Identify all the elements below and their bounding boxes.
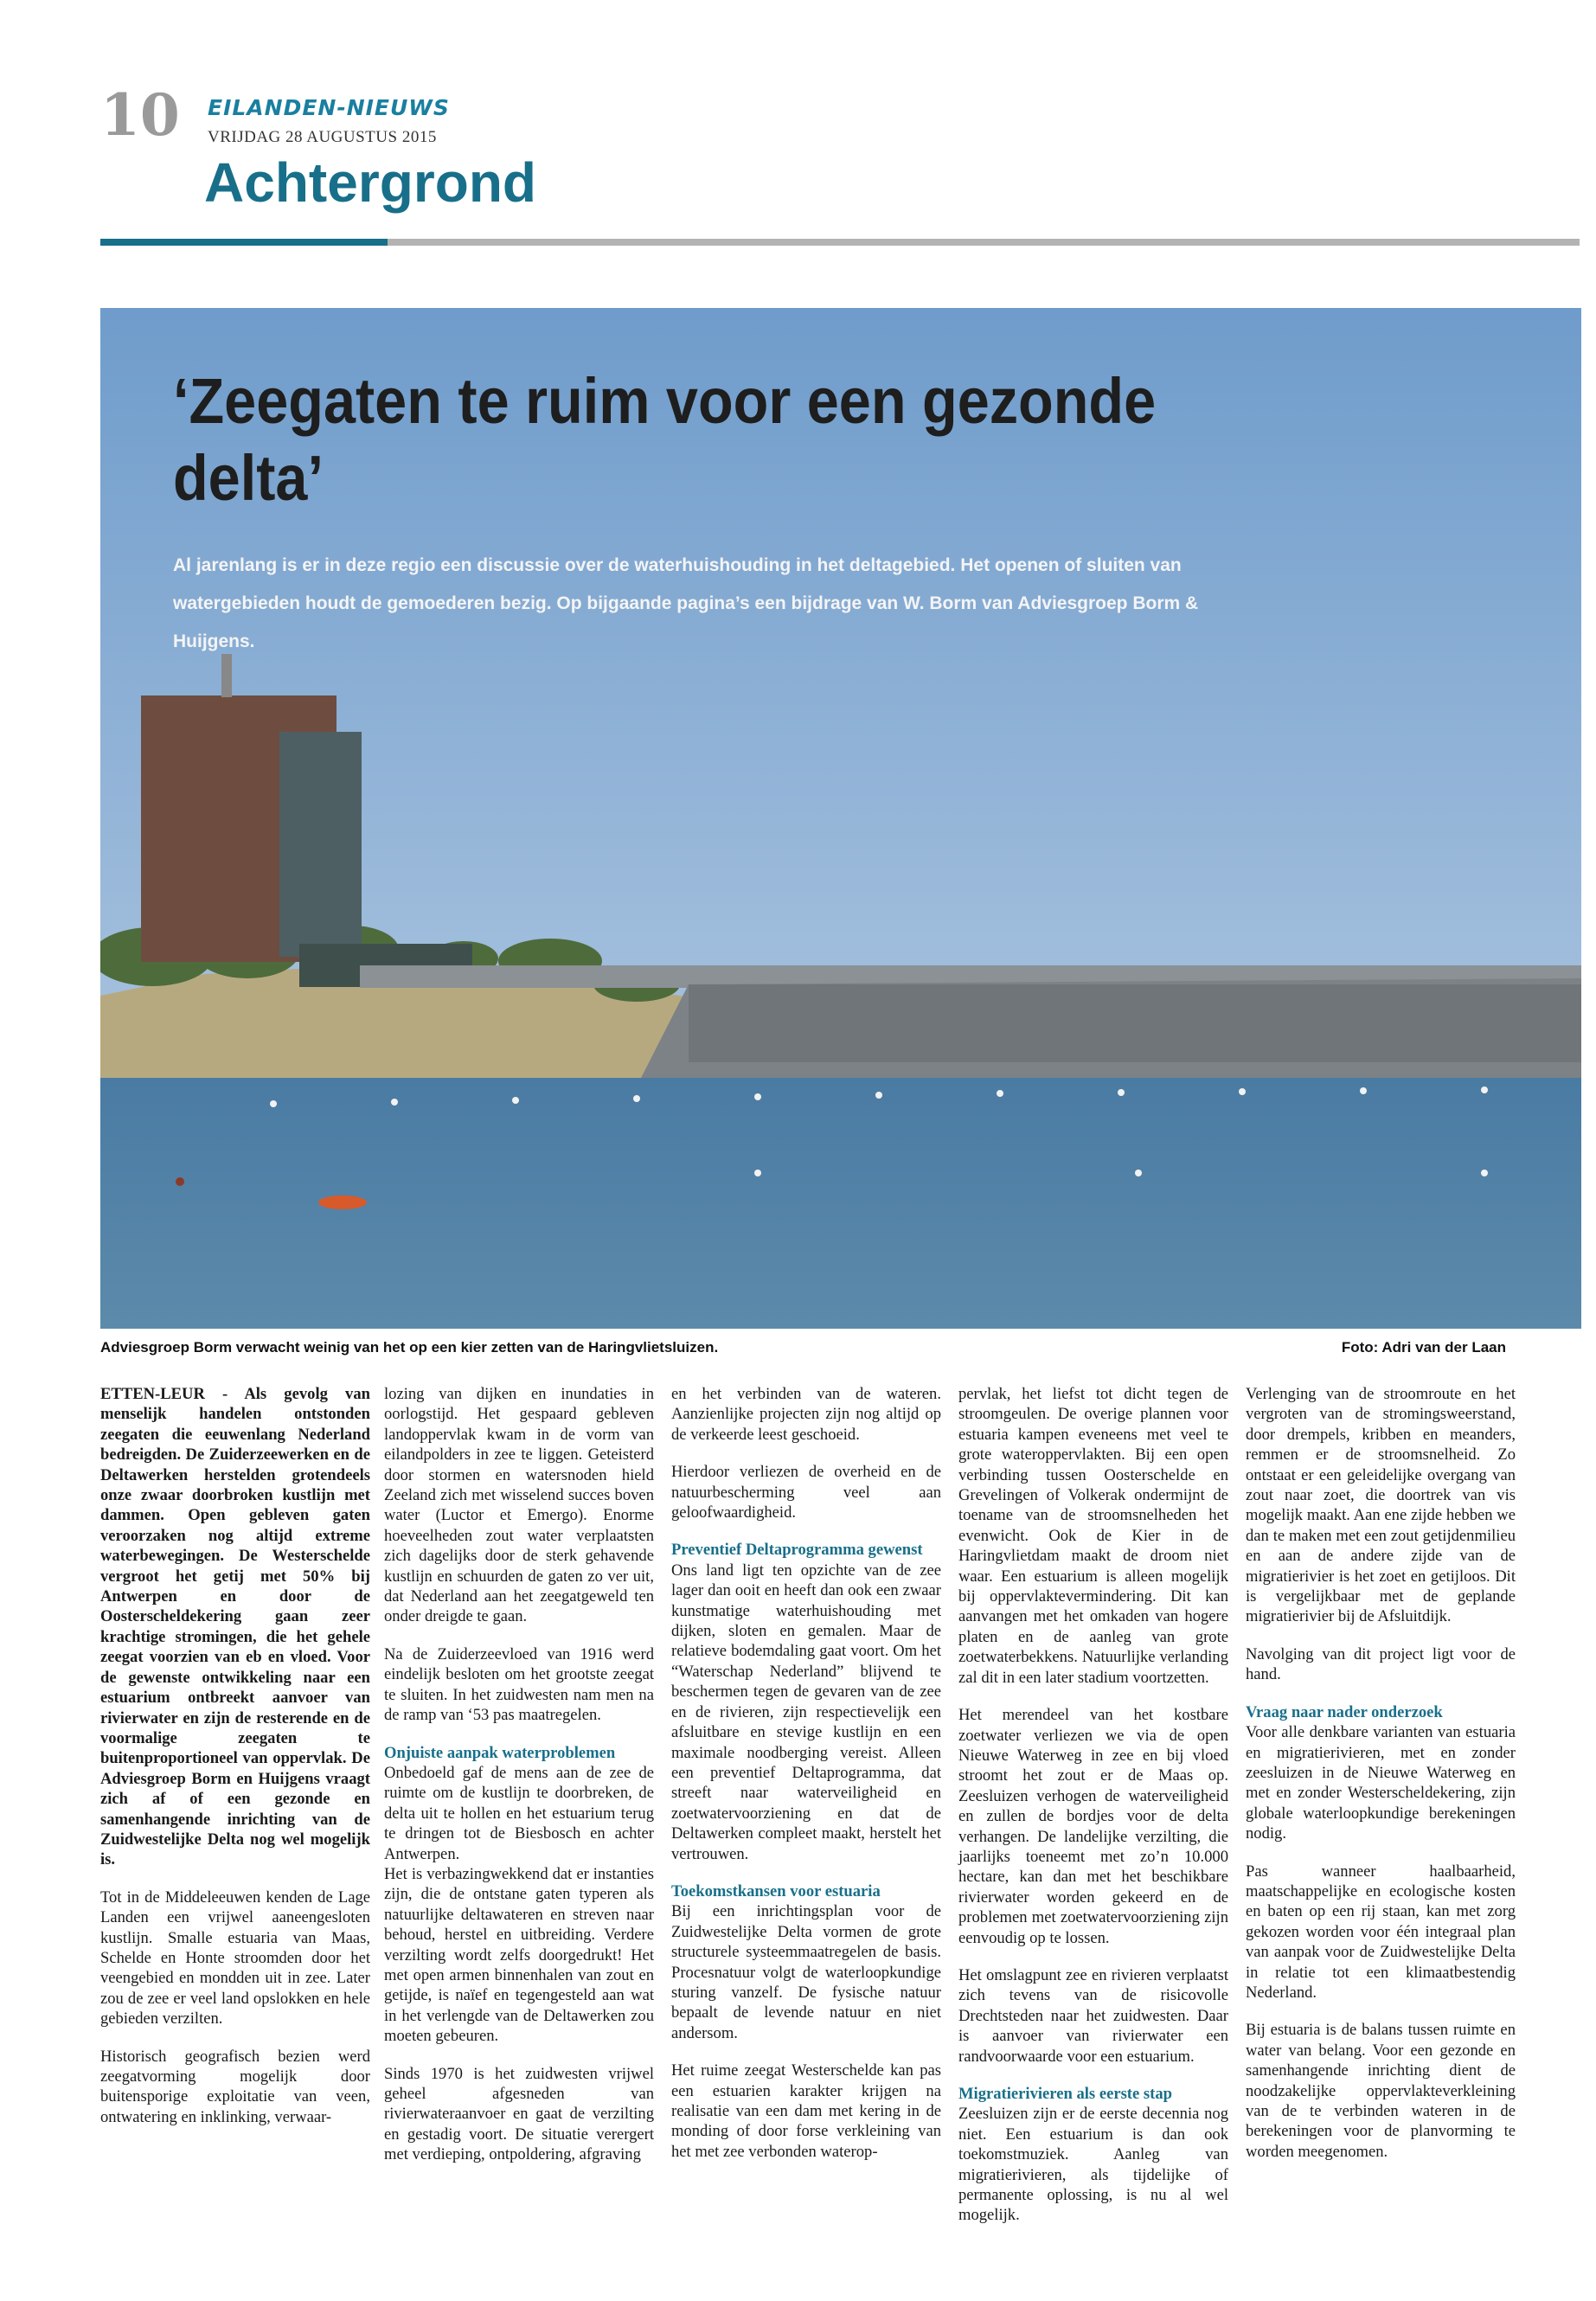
article-column-1 [100, 1384, 370, 2144]
article-headline: ‘Zeegaten te ruim voor een gezonde delta’ [173, 365, 1157, 514]
article-intro: Al jarenlang is er in deze regio een discussie over de waterhuishouding in het deltagebied. Het openen of sluiten van watergebieden houdt de gemoederen bezig. Op bijgaande pagina’s een bijdrage van W. Borm van Adviesgroep Borm & Huijgens. [173, 555, 1199, 651]
paragraph: Zeesluizen zijn er de eerste decennia nog niet. Een estuarium is dan ook toekomstmuziek. Aanleg van migratierivieren, als tijdelijke of permanente oplossing, is nu al wel mogelijk. [958, 2105, 1228, 2225]
article-column-5 [1246, 1384, 1516, 2179]
paragraph: Navolging van dit project ligt voor de hand. [1246, 1644, 1516, 1684]
paragraph: Het omslagpunt zee en rivieren verplaatst zich tevens van de risicovolle Drechtsteden naar het zuidwesten. Daar is aanvoer van rivierwater een randvoorwaarde voor een estuarium. [958, 1965, 1228, 2066]
paragraph: Na de Zuiderzeevloed van 1916 werd eindelijk besloten om het grootste zeegat te sluiten. In het zuidwesten nam men na de ramp van ‘53 pas maatregelen. [384, 1644, 654, 1725]
subheading: Vraag naar nader onderzoek [1246, 1702, 1443, 1721]
dinghy [318, 1195, 367, 1209]
article-lead: ETTEN-LEUR - Als gevolg van menselijk handelen ontstonden zeegaten die eeuwenlang Nederland bedreigden. De Zuiderzeewerken en de Deltawerken herstelden grotendeels onze zwaar doorbroken kustlijn met dammen. Open gebleven gaten veroorzaken nog altijd extreme waterbewegingen. De Westerschelde vergroot het getij met 50% bij Antwerpen en door de Oosterscheldekering gaan zeer krachtige stromingen, die het gehele zeegat voorzien van eb en vloed. Voor de gewenste ontwikkeling naar een estuarium ontbreekt aanvoer van rivierwater en zijn de resterende en de voormalige zeegaten te buitenproportioneel van oppervlak. De Adviesgroep Borm en Huijgens vraagt zich af of een gezonde en samenhangende inrichting van de Zuidwestelijke Delta nog wel mogelijk is. [100, 1385, 370, 1869]
paragraph: Ons land ligt ten opzichte van de zee lager dan ooit en heeft dan ook een zwaar kunstmatige waterhuishouding met dijken, sloten en gemalen. Maar de relatieve bodemdaling gaat voort. Om het “Waterschap Nederland” blijvend te beschermen tegen de gevaren van de zee en de rivieren, zijn respectievelijk een afsluitbare en stevige kustlijn en een maximale noodberging vereist. Alleen een preventief Deltaprogramma, dat streeft naar waterveiligheid en zoetwatervoorziening en dat de Deltawerken compleet maakt, herstelt het vertrouwen. [671, 1561, 941, 1863]
paragraph: Onbedoeld gaf de mens aan de zee de ruimte om de kustlijn te doorbreken, de delta uit te hollen en het estuarium terug te dringen tot de Biesbosch en achter Antwerpen. [384, 1763, 654, 1863]
photo-credit: Foto: Adri van der Laan [1341, 1339, 1506, 1356]
paragraph: Hierdoor verliezen de overheid en de natuurbescherming veel aan geloofwaardigheid. [671, 1463, 941, 1522]
newspaper-logo: EILANDEN-NIEUWS [208, 95, 450, 120]
paragraph: en het verbinden van de wateren. Aanzienlijke projecten zijn nog altijd op de verkeerde leest geschoeid. [671, 1385, 941, 1444]
header-rule-accent [100, 239, 388, 246]
subheading: Onjuiste aanpak waterproblemen [384, 1743, 616, 1762]
paragraph: Tot in de Middeleeuwen kenden de Lage Landen een vrijwel aaneengesloten kustlijn. Smalle estuaria van Maas, Schelde en Honte stroomden door het veengebied en mondden uit in zee. Later zou de zee er veel land opslokken en hele gebieden verzilten. [100, 1888, 370, 2029]
article-column-3 [671, 1384, 941, 2179]
article-column-4 [958, 1384, 1228, 2243]
article-column-2 [384, 1384, 654, 2182]
paragraph: Historisch geografisch bezien werd zeegatvorming mogelijk door buitensporige exploitatie van veen, ontwatering en inklinking, verwaar- [100, 2047, 370, 2126]
paragraph: Het is verbazingwekkend dat er instanties zijn, die de ontstane gaten typeren als natuurlijke deltawateren en streven naar behoud, herstel en uitbreiding. Verdere verzilting wordt zelfs doorgedrukt! Het met open armen binnenhalen van zout en getijde, is naïef en tegengesteld aan wat in het verlengde van de Deltawerken zou moeten gebeuren. [384, 1864, 654, 2046]
paragraph: Het ruime zeegat Westerschelde kan pas een estuarien karakter krijgen na realisatie van een dam met kering in de monding of door forse verkleining van het met zee verbonden waterop- [671, 2061, 941, 2161]
page-number: 10 [100, 81, 180, 149]
paragraph: lozing van dijken en inundaties in oorlogstijd. Het gespaard gebleven landoppervlak kwam in de vorm van eilandpolders in zee te liggen. Geteisterd door stormen en watersnoden hield Zeeland zich met wisselend succes boven water (Luctor et Emergo). Enorme hoeveelheden zout water verplaatsten zich dagelijks door de sterk gehavende kustlijn en schuurden de gaten zo ver uit, dat Nederland aan het zeegatgeweld ten onder dreigde te gaan. [384, 1385, 654, 1626]
paragraph: pervlak, het liefst tot dicht tegen de stroomgeulen. De overige plannen voor estuaria kampen eveneens met veel te grote wateroppervlakten. Bij een open verbinding tussen Oosterschelde en Grevelingen of Volkerak ondermijnt de toename van de stroomsnelheden het evenwicht. Ook de Kier in de Haringvlietdam maakt de droom niet waar. Een estuarium is alleen mogelijk bij oppervlaktevermindering. Dit kan aanvangen met het omkaden van hogere platen en de aanleg van grote zoetwaterbekkens. Natuurlijke verlanding zal dit in een later stadium voortzetten. [958, 1385, 1228, 1687]
subheading: Migratierivieren als eerste stap [958, 2085, 1172, 2103]
issue-date: VRIJDAG 28 AUGUSTUS 2015 [208, 128, 437, 146]
paragraph: Verlenging van de stroomroute en het vergroten van de stromingsweerstand, door drempels, kribben en meanders, remmen er de stroomsnelheid. Zo ontstaat er een geleidelijke overgang van zout naar zoet, die doortrek van vis mogelijk maakt. Aan ene zijde hebben we dan te maken met een zout getijdenmilieu en aan de andere zijde van de migratierivier is het zoet en getijloos. Dit is vergelijkbaar met de geplande migratierivier bij de Afsluitdijk. [1246, 1385, 1516, 1626]
paragraph: Bij een inrichtingsplan voor de Zuidwestelijke Delta vormen de grote structurele systeemmaatregelen de basis. Procesnatuur volgt de waterloopkundige sturing vanzelf. De fysische natuur bepaalt de levende natuur en niet andersom. [671, 1902, 941, 2042]
swimmer [176, 1177, 184, 1186]
photo-caption: Adviesgroep Borm verwacht weinig van het op een kier zetten van de Haringvlietsluizen. [100, 1339, 719, 1356]
paragraph: Sinds 1970 is het zuidwesten vrijwel geheel afgesneden van rivierwateraanvoer en gaat de verzilting en gestadig voort. De situatie verergert met verdieping, ontpoldering, afgraving [384, 2064, 654, 2164]
paragraph: Voor alle denkbare varianten van estuaria en migratierivieren, met en zonder zeesluizen in de Nieuwe Waterweg en met en zonder Westerscheldekering, zijn globale waterloopkundige berekeningen nodig. [1246, 1723, 1516, 1843]
paragraph: Bij estuaria is de balans tussen ruimte en water van belang. Voor een gezonde en samenhangende inrichting dient de noodzakelijke oppervlakteverkleining van de te verbinden wateren in de berekeningen voor de planvorming te worden meegenomen. [1246, 2021, 1516, 2161]
section-title: Achtergrond [204, 151, 536, 214]
subheading: Toekomstkansen voor estuaria [671, 1881, 881, 1900]
paragraph: Pas wanneer haalbaarheid, maatschappelijke en ecologische kosten en baten op een rij staan, kan met zorg gekozen worden voor één integraal plan van aanpak voor de Zuidwestelijke Delta in relatie tot een klimaatbestendig Nederland. [1246, 1862, 1516, 2002]
subheading: Preventief Deltaprogramma gewenst [671, 1541, 923, 1560]
paragraph: Het merendeel van het kostbare zoetwater verliezen we via de open Nieuwe Waterweg in zee en bij vloed stroomt het zout er de Maas op. Zeesluizen verhogen de waterveiligheid en zullen de bordjes voor de delta verhangen. De landelijke verzilting, die jaarlijks toeneemt met zo’n 10.000 hectare, kan dan met het beschikbare rivierwater worden gekeerd en de problemen met zoetwatervoorziening zijn eenvoudig op te lossen. [958, 1706, 1228, 1947]
